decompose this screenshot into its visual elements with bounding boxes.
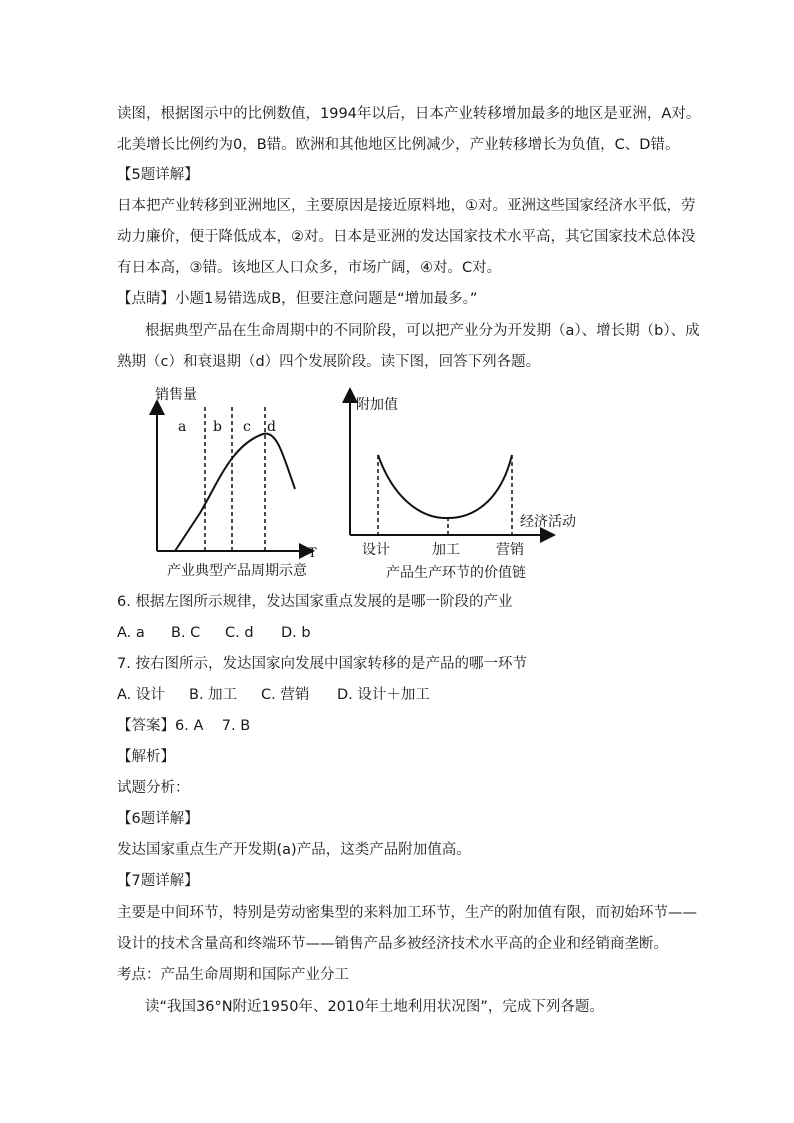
option: A. a [117,625,145,641]
section-heading: 【解析】 [117,749,175,765]
paragraph-line: 动力廉价，便于降低成本，②对。日本是亚洲的发达国家技术水平高，其它国家技术总体没 [117,229,696,245]
paragraph-line: 主要是中间环节，特别是劳动密集型的来料加工环节，生产的附加值有限，而初始环节—— [117,905,697,921]
intro-line: 根据典型产品在生命周期中的不同阶段，可以把产业分为开发期（a）、增长期（b）、成 [145,323,700,339]
tip-line: 【点睛】小题1易错选成B，但要注意问题是“增加最多。” [117,291,478,307]
x-axis-label: T [308,546,317,561]
option: D. 设计＋加工 [337,687,430,703]
paragraph-line: 考点：产品生命周期和国际产业分工 [117,967,349,983]
option-row [117,623,311,643]
option: A. 设计 [117,687,165,703]
paragraph-line: 发达国家重点生产开发期(a)产品，这类产品附加值高。 [117,842,471,858]
stage-label: c [243,419,251,435]
tick-label: 营销 [496,542,524,558]
option: B. 加工 [189,687,238,703]
value-chain-chart [340,385,590,585]
chart-caption: 产业典型产品周期示意 [167,563,307,579]
question-stem: 7. 按右图所示，发达国家向发展中国家转移的是产品的哪一环节 [117,656,527,672]
tick-label: 加工 [432,542,460,558]
life-cycle-chart [145,385,340,585]
stage-label: b [213,419,222,435]
answer-line: 【答案】6. A 7. B [117,718,251,734]
sales-curve [175,434,295,551]
value-curve [378,455,512,518]
x-axis-label: 经济活动 [520,514,576,530]
y-axis-label: 销售量 [155,387,197,403]
paragraph-line: 设计的技术含量高和终端环节——销售产品多被经济技术水平高的企业和经销商垄断。 [117,936,668,952]
section-heading: 【6题详解】 [117,811,199,827]
question-stem: 6. 根据左图所示规律，发达国家重点发展的是哪一阶段的产业 [117,594,513,610]
option: D. b [281,625,311,641]
y-axis-label: 附加值 [356,397,398,413]
intro-line: 读“我国36°N附近1950年、2010年土地利用状况图”，完成下列各题。 [145,999,604,1015]
intro-line: 熟期（c）和衰退期（d）四个发展阶段。读下图，回答下列各题。 [117,354,541,370]
paragraph-line: 北美增长比例约为0，B错。欧洲和其他地区比例减少，产业转移增长为负值，C、D错。 [117,137,680,153]
option: B. C [171,625,201,641]
option-row [117,685,430,705]
chart-caption: 产品生产环节的价值链 [386,565,526,581]
paragraph-line: 读图，根据图示中的比例数值，1994年以后，日本产业转移增加最多的地区是亚洲，A对。 [117,106,701,122]
tick-label: 设计 [362,542,390,558]
paragraph-line: 有日本高，③错。该地区人口众多，市场广阔，④对。C对。 [117,260,502,276]
stage-label: a [178,419,187,435]
paragraph-line: 日本把产业转移到亚洲地区，主要原因是接近原料地，①对。亚洲这些国家经济水平低，劳 [117,198,696,214]
section-heading: 【5题详解】 [117,167,199,183]
stage-label: d [267,419,276,435]
option: C. d [225,625,254,641]
paragraph-line: 试题分析： [117,780,190,796]
option: C. 营销 [261,687,310,703]
section-heading: 【7题详解】 [117,873,199,889]
